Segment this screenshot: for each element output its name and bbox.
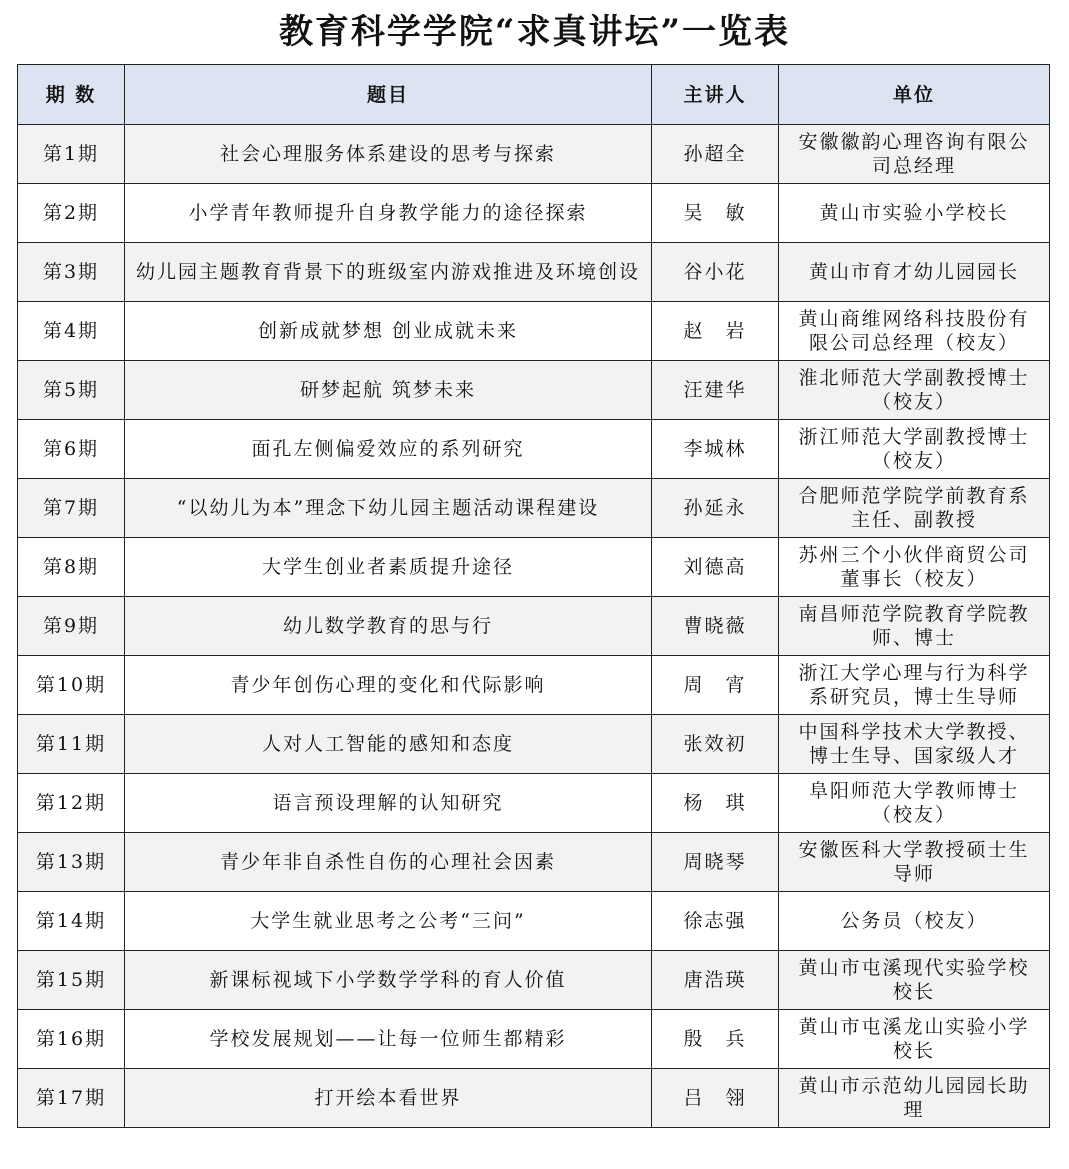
cell-speaker: 吴 敏 <box>652 184 779 243</box>
cell-speaker: 张效初 <box>652 715 779 774</box>
cell-affiliation: 黄山市示范幼儿园园长助理 <box>779 1069 1050 1128</box>
table-row <box>18 1010 1050 1069</box>
table-row <box>18 243 1050 302</box>
table-row <box>18 892 1050 951</box>
cell-speaker: 刘德高 <box>652 538 779 597</box>
lecture-table <box>17 64 1050 1128</box>
cell-affiliation: 阜阳师范大学教师博士（校友） <box>779 774 1050 833</box>
cell-issue: 第1期 <box>18 125 125 184</box>
table-row <box>18 951 1050 1010</box>
table-row <box>18 715 1050 774</box>
cell-issue: 第11期 <box>18 715 125 774</box>
table-row <box>18 1069 1050 1128</box>
cell-topic: 青少年非自杀性自伤的心理社会因素 <box>125 833 652 892</box>
table-row <box>18 184 1050 243</box>
cell-topic: 面孔左侧偏爱效应的系列研究 <box>125 420 652 479</box>
table-row <box>18 833 1050 892</box>
cell-topic: 大学生创业者素质提升途径 <box>125 538 652 597</box>
cell-topic: 人对人工智能的感知和态度 <box>125 715 652 774</box>
cell-topic: 研梦起航 筑梦未来 <box>125 361 652 420</box>
cell-speaker: 曹晓薇 <box>652 597 779 656</box>
cell-issue: 第16期 <box>18 1010 125 1069</box>
table-body <box>18 125 1050 1128</box>
table-row <box>18 538 1050 597</box>
cell-affiliation: 黄山市屯溪龙山实验小学校长 <box>779 1010 1050 1069</box>
cell-topic: 学校发展规划——让每一位师生都精彩 <box>125 1010 652 1069</box>
cell-speaker: 李城林 <box>652 420 779 479</box>
header-issue: 期 数 <box>18 65 125 125</box>
cell-issue: 第14期 <box>18 892 125 951</box>
cell-speaker: 吕 翎 <box>652 1069 779 1128</box>
cell-topic: 创新成就梦想 创业成就未来 <box>125 302 652 361</box>
cell-topic: 语言预设理解的认知研究 <box>125 774 652 833</box>
table-row <box>18 420 1050 479</box>
cell-affiliation: 淮北师范大学副教授博士（校友） <box>779 361 1050 420</box>
cell-speaker: 殷 兵 <box>652 1010 779 1069</box>
cell-speaker: 周 宵 <box>652 656 779 715</box>
cell-topic: 小学青年教师提升自身教学能力的途径探索 <box>125 184 652 243</box>
cell-topic: 幼儿数学教育的思与行 <box>125 597 652 656</box>
cell-speaker: 杨 琪 <box>652 774 779 833</box>
header-topic: 题目 <box>125 65 652 125</box>
cell-issue: 第12期 <box>18 774 125 833</box>
cell-speaker: 周晓琴 <box>652 833 779 892</box>
cell-issue: 第9期 <box>18 597 125 656</box>
cell-affiliation: 安徽医科大学教授硕士生导师 <box>779 833 1050 892</box>
table-row <box>18 125 1050 184</box>
cell-issue: 第4期 <box>18 302 125 361</box>
table-row <box>18 361 1050 420</box>
cell-speaker: 徐志强 <box>652 892 779 951</box>
cell-topic: 大学生就业思考之公考“三问” <box>125 892 652 951</box>
cell-speaker: 赵 岩 <box>652 302 779 361</box>
cell-speaker: 孙超全 <box>652 125 779 184</box>
cell-topic: 新课标视域下小学数学学科的育人价值 <box>125 951 652 1010</box>
cell-affiliation: 浙江师范大学副教授博士（校友） <box>779 420 1050 479</box>
cell-issue: 第13期 <box>18 833 125 892</box>
cell-affiliation: 黄山市实验小学校长 <box>779 184 1050 243</box>
cell-issue: 第17期 <box>18 1069 125 1128</box>
cell-topic: 社会心理服务体系建设的思考与探索 <box>125 125 652 184</box>
cell-speaker: 孙延永 <box>652 479 779 538</box>
cell-speaker: 谷小花 <box>652 243 779 302</box>
table-row <box>18 774 1050 833</box>
cell-affiliation: 公务员（校友） <box>779 892 1050 951</box>
cell-affiliation: 中国科学技术大学教授、博士生导、国家级人才 <box>779 715 1050 774</box>
cell-issue: 第2期 <box>18 184 125 243</box>
cell-topic: 青少年创伤心理的变化和代际影响 <box>125 656 652 715</box>
cell-affiliation: 黄山市育才幼儿园园长 <box>779 243 1050 302</box>
cell-issue: 第6期 <box>18 420 125 479</box>
cell-speaker: 唐浩瑛 <box>652 951 779 1010</box>
table-row <box>18 302 1050 361</box>
header-row <box>18 65 1050 125</box>
cell-topic: 打开绘本看世界 <box>125 1069 652 1128</box>
cell-topic: 幼儿园主题教育背景下的班级室内游戏推进及环境创设 <box>125 243 652 302</box>
cell-issue: 第15期 <box>18 951 125 1010</box>
table-row <box>18 479 1050 538</box>
cell-affiliation: 合肥师范学院学前教育系主任、副教授 <box>779 479 1050 538</box>
cell-topic: “以幼儿为本”理念下幼儿园主题活动课程建设 <box>125 479 652 538</box>
header-speaker: 主讲人 <box>652 65 779 125</box>
cell-issue: 第8期 <box>18 538 125 597</box>
cell-speaker: 汪建华 <box>652 361 779 420</box>
cell-issue: 第10期 <box>18 656 125 715</box>
cell-affiliation: 浙江大学心理与行为科学系研究员，博士生导师 <box>779 656 1050 715</box>
cell-issue: 第3期 <box>18 243 125 302</box>
cell-affiliation: 黄山商维网络科技股份有限公司总经理（校友） <box>779 302 1050 361</box>
table-row <box>18 656 1050 715</box>
cell-affiliation: 南昌师范学院教育学院教师、博士 <box>779 597 1050 656</box>
cell-issue: 第7期 <box>18 479 125 538</box>
cell-issue: 第5期 <box>18 361 125 420</box>
header-affiliation: 单位 <box>779 65 1050 125</box>
cell-affiliation: 黄山市屯溪现代实验学校校长 <box>779 951 1050 1010</box>
cell-affiliation: 安徽徽韵心理咨询有限公司总经理 <box>779 125 1050 184</box>
table-row <box>18 597 1050 656</box>
cell-affiliation: 苏州三个小伙伴商贸公司董事长（校友） <box>779 538 1050 597</box>
page-title: 教育科学学院“求真讲坛”一览表 <box>278 12 791 52</box>
